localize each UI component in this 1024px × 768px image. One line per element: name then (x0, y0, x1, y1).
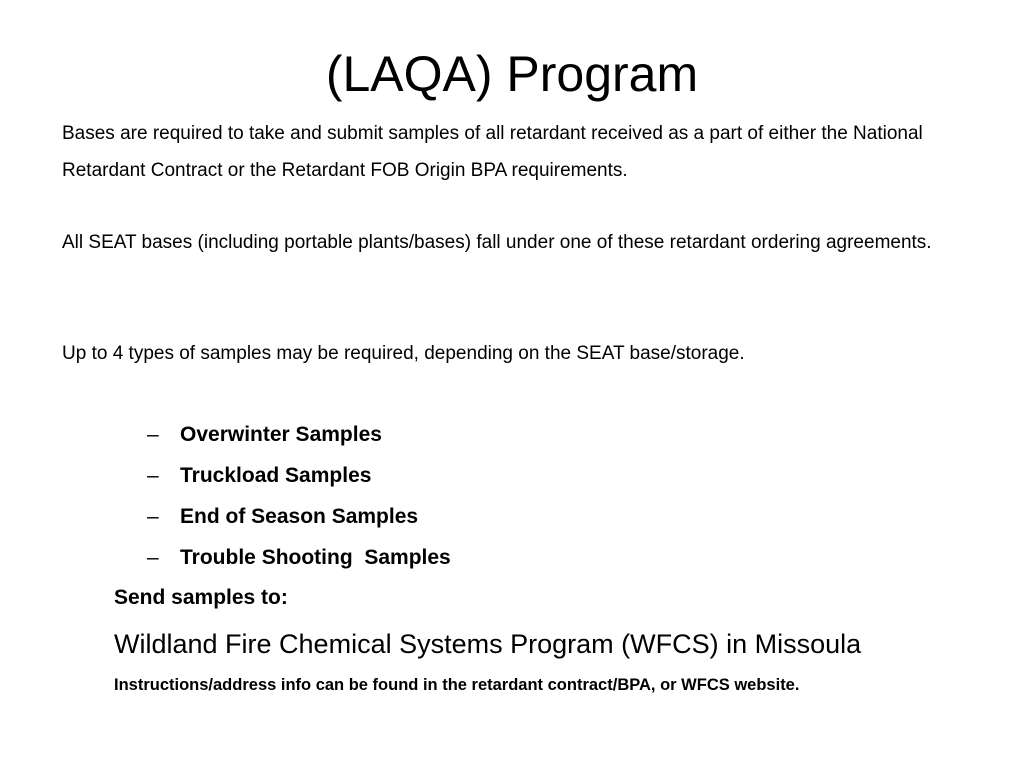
sample-type-label: End of Season Samples (180, 505, 419, 528)
sample-type-label: Trouble Shooting Samples (180, 546, 451, 569)
paragraph-sample-types-intro: Up to 4 types of samples may be required, depending on the SEAT base/storage. (62, 343, 745, 364)
send-samples-label: Send samples to: (114, 586, 288, 609)
bullet-dash: – (147, 505, 159, 528)
send-samples-destination: Wildland Fire Chemical Systems Program (WFCS) in Missoula (114, 629, 862, 659)
bullet-dash: – (147, 546, 159, 569)
paragraph-sample-requirement: Bases are required to take and submit samples of all retardant received as a part of either the National Retardant Contract or the Retardant FOB Origin BPA requirements. (62, 123, 923, 181)
slide-title: (LAQA) Program (325, 46, 699, 102)
bullet-dash: – (147, 464, 159, 487)
paragraph-seat-bases: All SEAT bases (including portable plants/bases) fall under one of these retardant ordering agreements. (62, 232, 932, 253)
list-item (112, 373, 451, 446)
bullet-dash: – (147, 423, 159, 446)
sample-type-label: Overwinter Samples (180, 423, 382, 446)
sample-types-list (112, 373, 451, 569)
instructions-note: Instructions/address info can be found in the retardant contract/BPA, or WFCS website. (114, 676, 800, 694)
sample-type-label: Truckload Samples (180, 464, 372, 487)
